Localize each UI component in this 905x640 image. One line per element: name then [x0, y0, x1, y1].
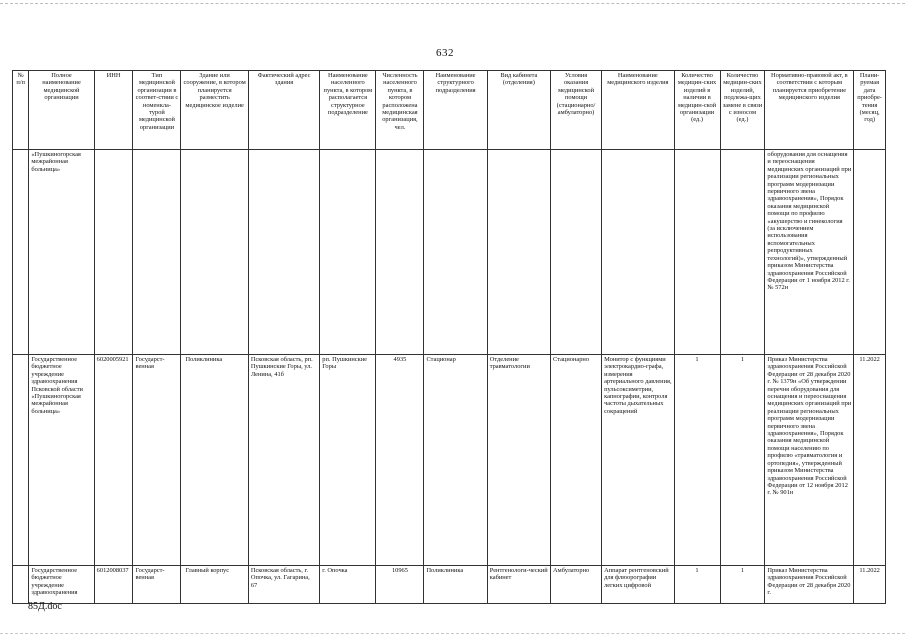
- table-row: [13, 150, 886, 355]
- header-cell: Количество медицин-ских изделий в наличии в медицин-ской организации (ед.): [674, 71, 720, 150]
- cell-type: Государст-венная: [133, 566, 181, 604]
- cell-device: Монитор с функциями электрокардио-графа, измерения артериального давления, пульсоксиметрии, капнографии, контроля частоты дыхательных сокращений: [602, 355, 674, 566]
- cell-date: 11.2022: [854, 355, 886, 566]
- header-cell: Нормативно-правовой акт, в соответствии с которым планируется приобретение медицинского изделия: [765, 71, 854, 150]
- cell-org: «Пушкиногорская межрайонная больница»: [29, 150, 94, 355]
- cell-inn: 6012008037: [94, 566, 133, 604]
- cell-date: [854, 150, 886, 355]
- cell-qty-have: 1: [674, 566, 720, 604]
- header-cell: ИНН: [94, 71, 133, 150]
- cell-qty-replace: 1: [720, 355, 765, 566]
- cell-unit: Поликлиника: [424, 566, 487, 604]
- cell-population: [376, 150, 424, 355]
- header-cell: Наименование медицинского изделия: [602, 71, 674, 150]
- cell-cabinet: Отделение травматологии: [487, 355, 550, 566]
- table-header-row: [13, 71, 886, 150]
- cell-address: Псковская область, г. Опочка, ул. Гагарина, 67: [248, 566, 319, 604]
- table-row: [13, 566, 886, 604]
- document-filename: 85Д.doc: [28, 601, 62, 612]
- cell-inn: [94, 150, 133, 355]
- header-cell: Здание или сооружение, в котором планируется разместить медицинское изделие: [181, 71, 248, 150]
- cell-locality: [320, 150, 376, 355]
- cell-conditions: Амбулаторно: [551, 566, 602, 604]
- cell-device: [602, 150, 674, 355]
- cell-act: оборудования для оснащения и переоснащения медицинских организаций при реализации региональных программ модернизации первичного звена здравоохранения», Порядок оказания медицинской помощи по профилю «акушерство и гинекология (за исключением использования вспомогательных репродуктивных технологий)», утвержденный приказом Министерства здравоохранения Российской Федерации от 1 ноября 2012 г. № 572н: [765, 150, 854, 355]
- cell-cabinet: Рентгенологи-ческий кабинет: [487, 566, 550, 604]
- header-cell: Вид кабинета (отделения): [487, 71, 550, 150]
- cell-locality: рп. Пушкинские Горы: [320, 355, 376, 566]
- cell-population: 10965: [376, 566, 424, 604]
- cell-org: Государственное бюджетное учреждение здравоохранения Псковской области «Пушкиногорская межрайонная больница»: [29, 355, 94, 566]
- scan-bottom-edge: [0, 633, 905, 635]
- header-cell: Фактический адрес здания: [248, 71, 319, 150]
- cell-num: [13, 150, 29, 355]
- cell-date: 11.2022: [854, 566, 886, 604]
- cell-qty-have: [674, 150, 720, 355]
- cell-conditions: [551, 150, 602, 355]
- cell-population: 4935: [376, 355, 424, 566]
- table-row: [13, 355, 886, 566]
- cell-address: Псковская область, рп. Пушкинские Горы, ул. Ленина, 41б: [248, 355, 319, 566]
- cell-num: [13, 566, 29, 604]
- cell-qty-have: 1: [674, 355, 720, 566]
- header-cell: Полное наименование медицинской организации: [29, 71, 94, 150]
- cell-qty-replace: [720, 150, 765, 355]
- cell-unit: [424, 150, 487, 355]
- header-cell: Количество медицин-ских изделий, подлежа-щих замене в связи с износом (ед.): [720, 71, 765, 150]
- header-cell: Тип медицинской организации в соответ-ствии с номенкла-турой медицинской организации: [133, 71, 181, 150]
- cell-unit: Стационар: [424, 355, 487, 566]
- cell-address: [248, 150, 319, 355]
- cell-cabinet: [487, 150, 550, 355]
- cell-building: Поликлиника: [181, 355, 248, 566]
- cell-building: [181, 150, 248, 355]
- header-cell: Плани-руемая дата приобре-тения (месяц, год): [854, 71, 886, 150]
- header-cell: Численность населенного пункта, в котором расположена медицинская организация, чел.: [376, 71, 424, 150]
- cell-act: Приказ Министерства здравоохранения Российской Федерации от 28 декабря 2020 г.: [765, 566, 854, 604]
- cell-building: Главный корпус: [181, 566, 248, 604]
- scan-top-edge: [0, 3, 905, 5]
- header-cell: Наименование структурного подразделения: [424, 71, 487, 150]
- cell-inn: 6020005921: [94, 355, 133, 566]
- header-cell: Наименование населенного пункта, в котором располагается структурное подразделение: [320, 71, 376, 150]
- cell-device: Аппарат рентгеновский для флюорографии легких цифровой: [602, 566, 674, 604]
- cell-num: [13, 355, 29, 566]
- header-cell: Условия оказания медицинской помощи (стационарно/ амбулаторно): [551, 71, 602, 150]
- cell-act: Приказ Министерства здравоохранения Российской Федерации от 28 декабря 2020 г. № 1379н «Об утверждении перечня оборудования для оснащения и переоснащения медицинских организаций при реализации региональных программ модернизации первичного звена здравоохранения», Порядок оказания медицинской помощи населению по профилю «травматология и ортопедия», утвержденный приказом Министерства здравоохранения Российской Федерации от 12 ноября 2012 г. № 901н: [765, 355, 854, 566]
- page-number: 632: [436, 47, 454, 59]
- cell-qty-replace: 1: [720, 566, 765, 604]
- cell-type: [133, 150, 181, 355]
- cell-locality: г. Опочка: [320, 566, 376, 604]
- cell-conditions: Стационарно: [551, 355, 602, 566]
- cell-type: Государст-венная: [133, 355, 181, 566]
- cell-org: Государственное бюджетное учреждение здравоохранения: [29, 566, 94, 604]
- equipment-table: [12, 70, 886, 604]
- header-cell: № п/п: [13, 71, 29, 150]
